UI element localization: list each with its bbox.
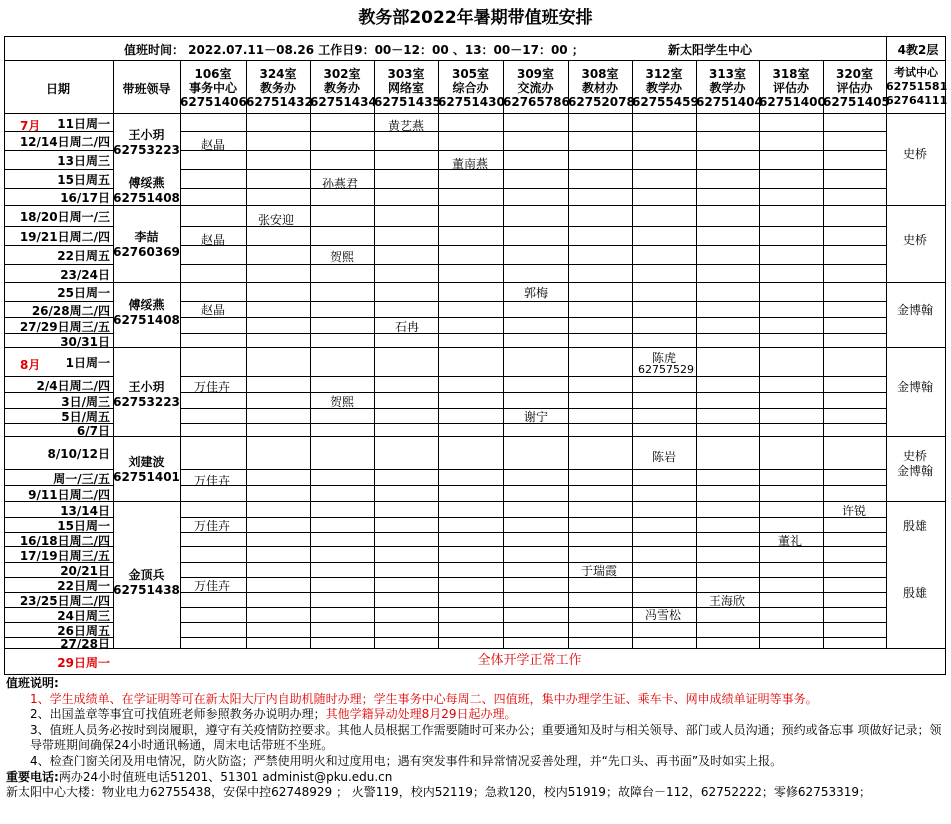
date-cell: 27/28日 [60,637,110,651]
leader-cell [113,455,180,485]
page-title: 教务部2022年暑期带值班安排 [358,8,593,28]
room-dept: 教务办 [323,81,360,95]
date-cell: 15日周一 [57,519,110,533]
exam-center-tel2: 62764111 [886,94,948,107]
leader-name: 王小玥 [128,380,165,394]
room-dept: 评估办 [836,81,873,95]
phones-title: 重要电话: [6,769,59,784]
phones-line2: 新太阳中心大楼：物业电力62755438，安保中控62748929 ； 火警119，校内52119；急救120，校内51919；故障台－112，62752222；零修62753319； [6,785,872,800]
room-header [823,67,890,109]
staff-cell: 冯雪松 [645,608,682,622]
leader-cell [113,380,180,410]
room-dept: 评估办 [772,81,809,95]
room-header [180,67,246,109]
room-dept: 网络室 [387,81,424,95]
leader-cell [113,176,180,206]
staff-cell: 孙燕君 [322,177,359,191]
room-dept: 教学办 [645,81,682,95]
room-room: 312室 [645,67,683,81]
exam-center-name: 考试中心 [894,66,938,79]
room-room: 318室 [772,67,810,81]
leader-tel: 62751408 [113,313,180,327]
room-header [503,67,568,109]
room-header [310,67,377,109]
date-cell: 27/29日周三/五 [19,319,110,334]
date-cell: 24日周三 [57,609,110,623]
date-cell: 22日周五 [57,249,110,263]
room-tel: 62751405 [823,95,890,109]
staff-cell: 62757529 [638,363,694,376]
date-cell: 17/19日周三/五 [19,548,110,563]
room-room: 305室 [451,67,490,81]
staff-cell: 赵晶 [201,138,226,152]
room-room: 106室 [194,67,232,81]
col-leader-header: 带班领导 [122,82,171,96]
room-tel: 62751400 [759,95,826,109]
staff-cell: 谢宁 [524,410,549,424]
leader-name: 金顶兵 [128,568,165,582]
duty-time: 值班时间： 2022.07.11－08.26 工作日9：00－12：00 、13：00－17：00 ； [124,43,584,57]
room-header [246,67,313,109]
room-header [696,67,763,109]
date-cell: 8/10/12日 [47,447,110,461]
staff-cell: 张安迎 [258,213,295,227]
exam-staff: 殷雄 [903,519,928,533]
room-tel: 62752078 [568,95,635,109]
room-tel: 62751430 [438,95,505,109]
leader-tel: 62753223 [113,143,180,157]
exam-staff: 史桥 [903,147,928,161]
staff-cell: 陈岩 [652,450,677,464]
room-tel: 62751434 [310,95,377,109]
floor: 4教2层 [897,43,939,57]
leader-tel: 62751438 [113,583,180,597]
date-cell: 9/11日周二/四 [28,487,110,502]
phones-line1: 两办24小时值班电话51201、51301 administ@pku.edu.cn [58,769,393,784]
leader-tel: 62753223 [113,395,180,409]
opening-notice: 全体开学正常工作 [477,653,582,668]
date-cell: 25日周一 [57,286,110,300]
date-cell: 20/21日 [60,564,110,578]
date-cell: 周一/三/五 [53,471,110,486]
staff-cell: 王海欣 [709,594,746,608]
date-cell: 26日周五 [57,624,110,638]
date-cell: 13/14日 [60,503,110,518]
exam-staff: 史桥 [903,233,928,247]
room-room: 324室 [259,67,297,81]
staff-cell: 万佳卉 [194,519,231,533]
leader-tel: 62751408 [113,191,180,205]
staff-cell: 贺熙 [330,250,355,264]
room-tel: 62751406 [180,95,247,109]
month-august: 8月 [20,358,41,372]
note-2b: 其他学籍异动处理8月29日起办理。 [325,707,517,722]
month-july: 7月 [20,119,41,133]
date-cell: 12/14日周二/四 [19,135,110,149]
leader-name: 王小玥 [128,128,165,142]
room-tel: 62751404 [696,95,763,109]
date-cell: 23/24日 [60,267,110,282]
staff-cell: 万佳卉 [194,579,231,593]
room-dept: 交流办 [517,81,554,95]
room-room: 320室 [835,67,874,81]
room-dept: 综合办 [452,81,489,95]
date-cell: 11日周一 [57,116,110,131]
staff-cell: 许锐 [842,504,867,518]
leader-tel: 62760369 [113,245,180,259]
room-room: 302室 [323,67,361,81]
room-header [438,67,503,109]
staff-cell: 赵晶 [201,233,226,247]
exam-staff: 金博翰 [897,303,934,317]
staff-cell: 于瑞霞 [581,564,618,578]
date-cell: 23/25日周二/四 [19,594,110,608]
note-3: 3、值班人员务必按时到岗履职，遵守有关疫情防控要求。其他人员根据工作需要随时可来办公；重要通知及时与相关领导、部门或人员沟通；预约或备忘事 项做好记录；领导带班期间确保24小时通讯畅通，周末电话带班不坐班。 [30,722,942,753]
staff-cell: 黄艺燕 [388,119,425,133]
date-cell: 2/4日周二/四 [36,378,110,393]
location: 新太阳学生中心 [668,43,753,57]
room-tel: 62755459 [632,95,699,109]
date-cell: 16/17日 [60,191,110,205]
date-cell: 3日/周三 [61,394,110,409]
date-cell: 6/7日 [76,424,110,438]
staff-cell: 万佳卉 [194,474,231,488]
date-cell: 13日周三 [57,154,110,168]
notes-title: 值班说明: [6,676,59,690]
leader-cell [113,128,180,158]
room-dept: 教务办 [259,81,296,95]
room-room: 309室 [516,67,555,81]
date-cell: 19/21日周二/四 [19,230,110,244]
leader-tel: 62751401 [113,470,180,484]
room-room: 308室 [581,67,619,81]
staff-cell: 贺熙 [330,395,355,409]
date-cell: 26/28周二/四 [31,303,110,318]
room-tel: 62751435 [374,95,441,109]
notes-section [6,676,946,801]
staff-cell: 石冉 [395,320,420,334]
date-cell: 15日周五 [57,173,110,187]
date-cell: 22日周一 [57,579,110,593]
staff-cell: 董南燕 [452,157,489,171]
leader-name: 傅绥燕 [128,298,165,312]
leader-cell [113,568,180,598]
leader-cell [113,298,180,328]
room-dept: 教学办 [709,81,746,95]
room-header [632,67,699,109]
note-1: 1、学生成绩单、在学证明等可在新太阳大厅内自助机随时办理；学生事务中心每周二、四值班，集中办理学生证、乘车卡、网申成绩单证明等事务。 [30,691,818,706]
room-header [568,67,635,109]
note-2a: 2、出国盖章等事宜可找值班老师参照教务办说明办理； [30,707,326,722]
date-cell: 16/18日周二/四 [19,533,110,548]
date-cell: 5日/周五 [61,410,110,424]
date-cell: 18/20日周一/三 [19,210,110,224]
exam-center-tel1: 62751581 [886,80,948,93]
leader-name: 李喆 [134,230,159,244]
room-dept: 教材办 [581,81,618,95]
staff-cell: 万佳卉 [194,380,231,394]
date-cell: 1日周一 [65,356,110,370]
staff-cell: 赵晶 [201,303,226,317]
exam-staff: 史桥 [903,449,928,463]
exam-center-header [886,66,946,108]
date-cell: 29日周一 [57,655,110,670]
leader-name: 刘建波 [128,455,165,469]
room-tel: 62765786 [503,95,570,109]
leader-cell [113,230,180,260]
room-header [374,67,441,109]
leader-name: 傅绥燕 [128,176,165,190]
exam-staff: 金博翰 [897,464,934,478]
room-header [759,67,826,109]
room-room: 313室 [708,67,747,81]
note-4: 4、检查门窗关闭及用电情况，防火防盗；严禁使用明火和过度用电；遇有突发事件和异常情况妥善处理，并“先口头、再书面”及时如实上报。 [30,753,783,768]
exam-staff: 金博翰 [897,380,934,394]
room-room: 303室 [387,67,425,81]
staff-cell: 郭梅 [524,286,549,300]
col-date-header: 日期 [45,82,70,96]
staff-cell: 陈虎 [652,351,677,365]
room-tel: 62751432 [246,95,313,109]
staff-cell: 董礼 [778,534,803,548]
note-2 [6,707,946,723]
date-cell: 30/31日 [60,334,110,349]
exam-staff: 殷雄 [903,586,928,600]
room-dept: 事务中心 [188,81,237,95]
